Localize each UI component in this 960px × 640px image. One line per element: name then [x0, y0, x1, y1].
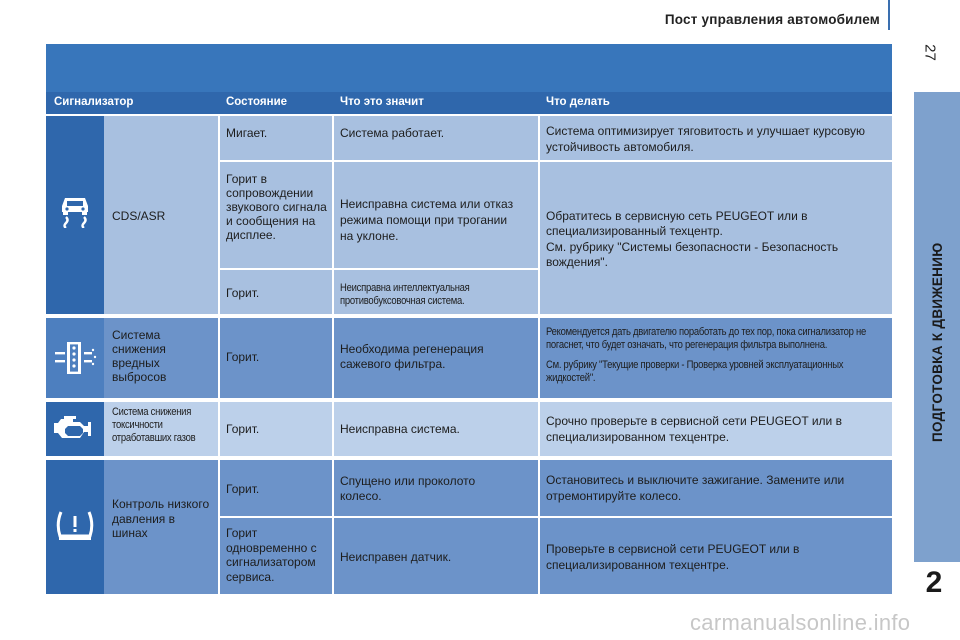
page-header	[0, 0, 960, 38]
chapter-tab[interactable]	[914, 92, 960, 562]
meaning-text: Неисправен датчик.	[340, 550, 452, 564]
action-text: Срочно проверьте в сервисной сети PEUGEOT или в специализированном техцентре.	[546, 414, 842, 444]
indicator-icon-cell	[46, 116, 104, 314]
indicator-icon-cell	[46, 318, 104, 398]
state-text: Горит.	[226, 422, 260, 436]
column-header-action: Что делать	[546, 96, 610, 108]
action-text: Система оптимизирует тяговитость и улучшает курсовую устойчивость автомобиля.	[546, 124, 865, 154]
action-text: Рекомендуется дать двигателю поработать до тех пор, пока сигнализатор не погаснет, что будет означать, что регенерация фильтра выполнена.	[546, 326, 867, 351]
engine-icon	[54, 414, 96, 444]
meaning-text: Необходима регенерация сажевого фильтра.	[340, 342, 484, 371]
action-text: Остановитесь и выключите зажигание. Замените или отремонтируйте колесо.	[546, 473, 845, 503]
meaning-text: Неисправна система.	[340, 422, 460, 436]
skid-car-icon	[57, 192, 93, 228]
meaning-text: Система работает.	[340, 126, 445, 140]
column-header-meaning: Что это значит	[340, 96, 424, 108]
state-text: Горит.	[226, 350, 260, 364]
chapter-number-box	[914, 562, 960, 608]
indicator-name: Система снижения вредных выбросов	[112, 328, 167, 384]
watermark: carmanualsonline.info	[690, 610, 911, 635]
tire-pressure-icon	[55, 508, 95, 544]
table-header-row	[46, 92, 892, 114]
action-text: Проверьте в сервисной сети PEUGEOT или в специализированном техцентре.	[546, 542, 800, 572]
table-banner	[46, 44, 892, 92]
meaning-text: Неисправна система или отказ режима помощи при трогании на уклоне.	[340, 197, 514, 243]
state-text: Горит.	[226, 286, 260, 300]
page-title: Пост управления автомобилем	[664, 12, 880, 27]
meaning-text: Неисправна интеллектуальная противобуксовочная система.	[340, 282, 470, 307]
state-text: Горит.	[226, 482, 260, 496]
header-divider	[888, 0, 890, 30]
indicator-name: Контроль низкого давления в шинах	[112, 497, 210, 540]
column-header-indicator: Сигнализатор	[54, 96, 134, 108]
meaning-text: Спущено или проколото колесо.	[340, 474, 476, 503]
indicator-icon-cell	[46, 402, 104, 456]
indicator-name: Система снижения токсичности отработавших газов	[112, 406, 196, 444]
state-text: Горит одновременно с сигнализатором сервиса.	[226, 526, 317, 584]
chapter-number: 2	[925, 566, 943, 599]
indicator-name: CDS/ASR	[112, 209, 166, 223]
indicator-icon-cell	[46, 460, 104, 594]
page-number: 27	[921, 44, 939, 61]
chapter-tab-label: ПОДГОТОВКА К ДВИЖЕНИЮ	[930, 242, 945, 442]
particulate-filter-icon	[52, 340, 98, 376]
action-text: См. рубрику "Системы безопасности - Безопасность вождения".	[546, 240, 839, 269]
action-text: Обратитесь в сервисную сеть PEUGEOT или в специализированный техцентр.	[546, 209, 808, 238]
state-text: Горит в сопровождении звукового сигнала и сообщения на дисплее.	[226, 172, 327, 242]
state-text: Мигает.	[226, 126, 268, 140]
action-text: См. рубрику "Текущие проверки - Проверка уровней эксплуатационных жидкостей".	[546, 359, 844, 384]
column-header-state: Состояние	[226, 96, 288, 108]
